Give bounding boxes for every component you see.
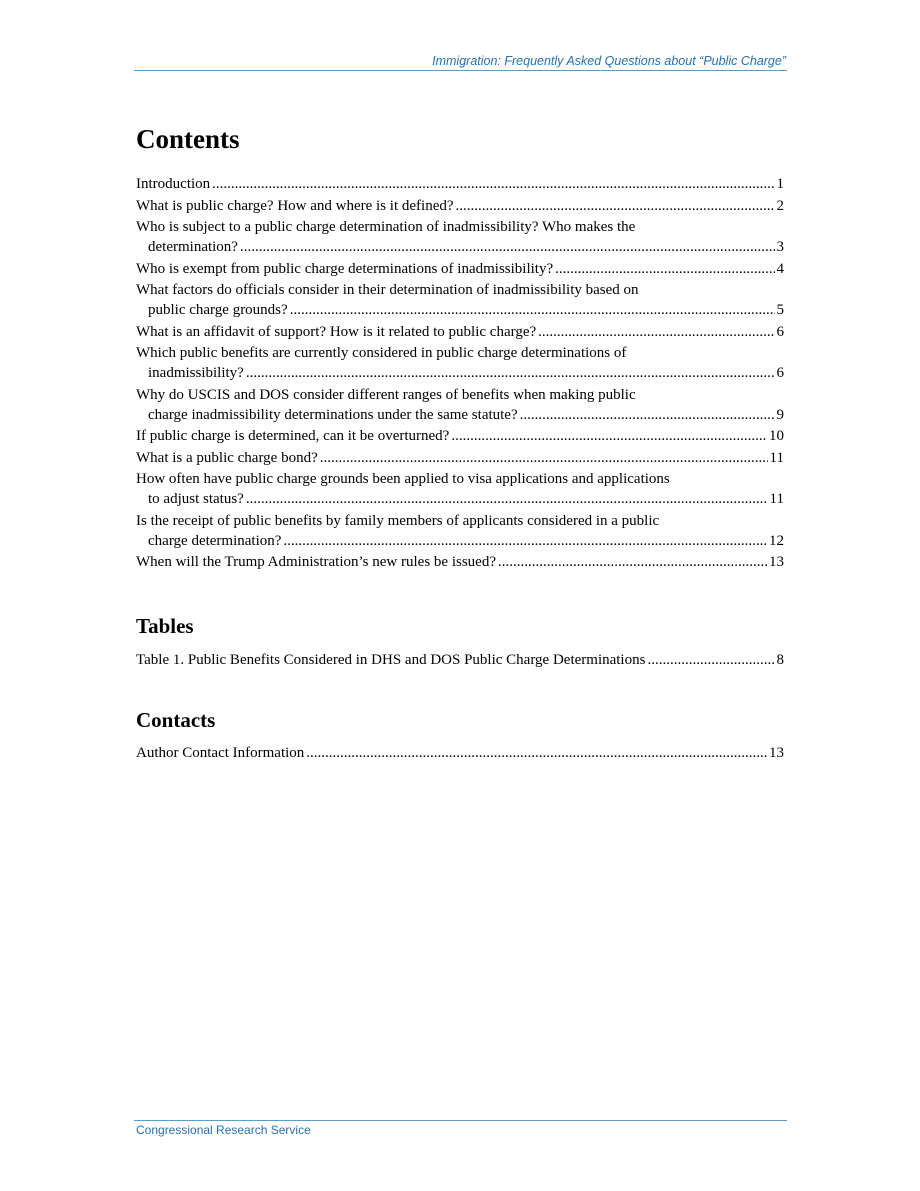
toc-page-number: 6 xyxy=(776,323,784,340)
toc-dot-leader xyxy=(320,448,768,468)
toc-entry-title: Who is subject to a public charge determination of inadmissibility? Who makes the xyxy=(136,219,636,235)
toc-page-number: 11 xyxy=(769,449,784,466)
toc-entry-line xyxy=(136,448,784,468)
toc-dot-leader xyxy=(212,174,774,194)
toc-dot-leader xyxy=(647,650,774,670)
toc-entry-title: determination? xyxy=(148,239,238,255)
contents-list xyxy=(136,174,784,574)
toc-dot-leader xyxy=(538,322,774,342)
toc-page-number: 6 xyxy=(776,365,784,381)
toc-entry-line xyxy=(136,489,784,509)
toc-entry-title: When will the Trump Administration’s new rules be issued? xyxy=(136,554,496,570)
toc-entry[interactable] xyxy=(136,217,784,257)
toc-entry-line xyxy=(136,531,784,551)
toc-entry-line xyxy=(136,280,784,300)
toc-entry-title: public charge grounds? xyxy=(148,302,288,318)
toc-entry-line xyxy=(136,196,784,216)
toc-entry-line xyxy=(136,217,784,237)
toc-entry[interactable] xyxy=(136,552,784,572)
toc-entry-title: How often have public charge grounds been applied to visa applications and applications xyxy=(136,471,670,487)
toc-entry-title: Why do USCIS and DOS consider different ranges of benefits when making public xyxy=(136,386,636,403)
toc-entry[interactable] xyxy=(136,343,784,383)
toc-page-number: 13 xyxy=(769,745,784,761)
toc-entry-line xyxy=(136,385,784,405)
footer-publisher: Congressional Research Service xyxy=(136,1123,311,1137)
toc-entry-title: Is the receipt of public benefits by family members of applicants considered in a public xyxy=(136,512,660,529)
toc-page-number: 12 xyxy=(769,532,784,549)
toc-dot-leader xyxy=(451,426,767,446)
toc-entry-title: What is a public charge bond? xyxy=(136,449,318,466)
toc-entry-title: What is an affidavit of support? How is it related to public charge? xyxy=(136,323,537,340)
toc-entry-title: Who is exempt from public charge determinations of inadmissibility? xyxy=(136,260,554,277)
toc-entry-title: If public charge is determined, can it be overturned? xyxy=(136,428,450,444)
toc-entry-title: What is public charge? How and where is it defined? xyxy=(136,197,454,214)
toc-page-number: 11 xyxy=(769,491,784,507)
toc-entry-title: Introduction xyxy=(136,176,211,192)
toc-entry[interactable] xyxy=(136,280,784,320)
toc-page-number: 4 xyxy=(776,260,784,277)
contents-heading: Contents xyxy=(136,124,240,154)
toc-dot-leader xyxy=(498,552,767,572)
footer-rule xyxy=(134,1120,787,1121)
toc-entry-title: charge inadmissibility determinations under the same statute? xyxy=(148,406,518,423)
toc-page-number: 3 xyxy=(776,239,784,255)
toc-entry-line xyxy=(136,405,784,425)
tables-heading: Tables xyxy=(136,614,194,638)
toc-entry-line xyxy=(136,343,784,363)
toc-entry-line xyxy=(136,259,784,279)
toc-entry[interactable] xyxy=(136,322,784,342)
toc-dot-leader xyxy=(246,489,768,509)
toc-entry-line xyxy=(136,743,784,763)
toc-entry[interactable] xyxy=(136,743,784,763)
toc-entry-title: Author Contact Information xyxy=(136,745,305,761)
toc-entry-line xyxy=(136,363,784,383)
header-rule xyxy=(134,70,787,71)
toc-entry-line xyxy=(136,511,784,531)
toc-entry-title: Table 1. Public Benefits Considered in DHS and DOS Public Charge Determinations xyxy=(136,652,646,668)
toc-dot-leader xyxy=(456,196,775,216)
toc-dot-leader xyxy=(306,743,767,763)
toc-entry-line xyxy=(136,174,784,194)
toc-entry[interactable] xyxy=(136,511,784,551)
toc-entry-line xyxy=(136,322,784,342)
toc-page-number: 1 xyxy=(776,176,784,192)
toc-dot-leader xyxy=(290,300,775,320)
toc-page-number: 10 xyxy=(769,428,784,444)
toc-page-number: 13 xyxy=(769,554,784,570)
toc-dot-leader xyxy=(283,531,767,551)
toc-page-number: 9 xyxy=(776,406,784,423)
toc-entry[interactable] xyxy=(136,174,784,194)
toc-entry-line xyxy=(136,426,784,446)
contacts-heading: Contacts xyxy=(136,708,216,732)
toc-entry[interactable] xyxy=(136,385,784,425)
toc-entry-title: charge determination? xyxy=(148,532,282,549)
toc-dot-leader xyxy=(240,237,775,257)
toc-dot-leader xyxy=(520,405,775,425)
toc-entry-line xyxy=(136,650,784,670)
running-header-title: Immigration: Frequently Asked Questions about “Public Charge” xyxy=(432,54,786,68)
toc-entry-line xyxy=(136,237,784,257)
toc-page-number: 8 xyxy=(776,652,784,668)
toc-entry-line xyxy=(136,552,784,572)
tables-list xyxy=(136,650,784,672)
toc-page-number: 5 xyxy=(776,302,784,318)
toc-entry-title: to adjust status? xyxy=(148,491,244,507)
toc-entry-title: Which public benefits are currently considered in public charge determinations of xyxy=(136,345,627,361)
toc-entry-line xyxy=(136,300,784,320)
toc-entry[interactable] xyxy=(136,650,784,670)
toc-entry[interactable] xyxy=(136,469,784,509)
toc-entry[interactable] xyxy=(136,448,784,468)
toc-entry-title: inadmissibility? xyxy=(148,365,244,381)
toc-dot-leader xyxy=(555,259,774,279)
toc-entry-line xyxy=(136,469,784,489)
contacts-list xyxy=(136,743,784,765)
toc-entry-title: What factors do officials consider in their determination of inadmissibility based on xyxy=(136,282,639,298)
toc-page-number: 2 xyxy=(776,197,784,214)
toc-dot-leader xyxy=(246,363,775,383)
toc-entry[interactable] xyxy=(136,426,784,446)
toc-entry[interactable] xyxy=(136,259,784,279)
toc-entry[interactable] xyxy=(136,196,784,216)
